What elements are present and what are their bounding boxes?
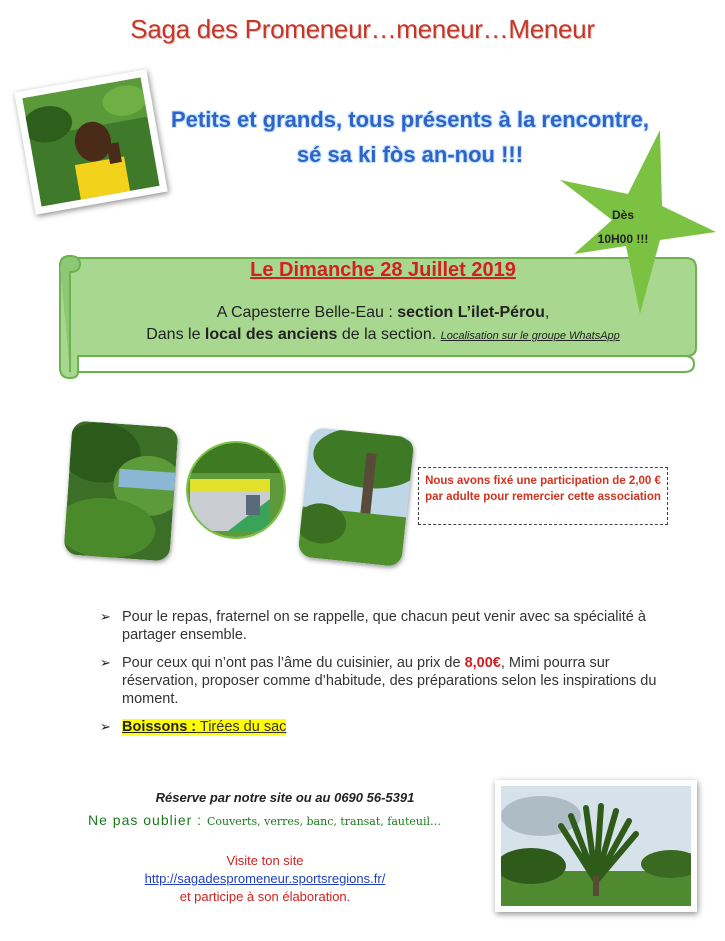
place-suffix: de la section.	[337, 326, 441, 343]
list-item	[100, 718, 660, 736]
participation-notice: Nous avons fixé une participation de 2,00 € par adulte pour remercier cette association	[418, 467, 668, 525]
palm-photo	[495, 780, 697, 912]
list-item-prefix: Pour ceux qui n’ont pas l’âme du cuisinier, au prix de	[122, 655, 465, 671]
whatsapp-location-link[interactable]: Localisation sur le groupe WhatsApp	[440, 330, 620, 342]
tagline-line2: sé sa ki fòs an-nou !!!	[296, 142, 524, 167]
reminder-items: Couverts, verres, banc, transat, fauteuil…	[206, 815, 442, 828]
garden-photo-1	[63, 420, 178, 561]
reservation-line: Réserve par notre site ou au 0690 56-5391	[155, 790, 415, 805]
participate-text: et participe à son élaboration.	[179, 889, 351, 904]
event-date: Le Dimanche 28 Juillet 2019	[250, 259, 516, 281]
location-bold: section L’ilet-Pérou	[397, 304, 545, 321]
list-item-text: Pour le repas, fraternel on se rappelle, que chacun peut venir avec sa spécialité à partager ensemble.	[122, 609, 646, 643]
location-prefix: A Capesterre Belle-Eau :	[216, 304, 398, 321]
place-prefix: Dans le	[146, 326, 205, 343]
start-time-line1: Dès	[611, 208, 634, 222]
building-photo	[186, 441, 286, 539]
page-title: Saga des Promeneur…meneur…Meneur	[130, 14, 595, 44]
arrow-bullet-icon: ➢	[100, 719, 111, 734]
info-list	[100, 608, 660, 746]
start-time-line2: 10H00 !!!	[597, 232, 649, 246]
tagline-line1: Petits et grands, tous présents à la rencontre,	[170, 107, 650, 132]
drinks-label: Boissons :	[122, 719, 197, 735]
event-place	[78, 324, 688, 347]
drinks-value: Tirées du sac	[196, 719, 287, 735]
reminder-line	[88, 812, 441, 828]
start-time	[578, 203, 668, 251]
visit-label: Visite ton site	[226, 853, 304, 868]
list-item-suffix: , Mimi pourra sur réservation, proposer comme d’habitude, des préparations selon les inspirations du moment.	[122, 655, 657, 707]
garden-photo-2	[297, 427, 414, 567]
location-suffix: ,	[544, 304, 550, 321]
place-bold: local des anciens	[204, 326, 338, 343]
reminder-label: Ne pas oublier :	[88, 812, 207, 828]
arrow-bullet-icon: ➢	[100, 609, 111, 624]
list-item	[100, 654, 660, 708]
meal-price: 8,00€	[464, 655, 501, 671]
arrow-bullet-icon: ➢	[100, 655, 111, 670]
list-item	[100, 608, 660, 644]
visit-site-block	[100, 852, 430, 906]
site-link[interactable]: http://sagadespromeneur.sportsregions.fr/	[144, 871, 386, 886]
